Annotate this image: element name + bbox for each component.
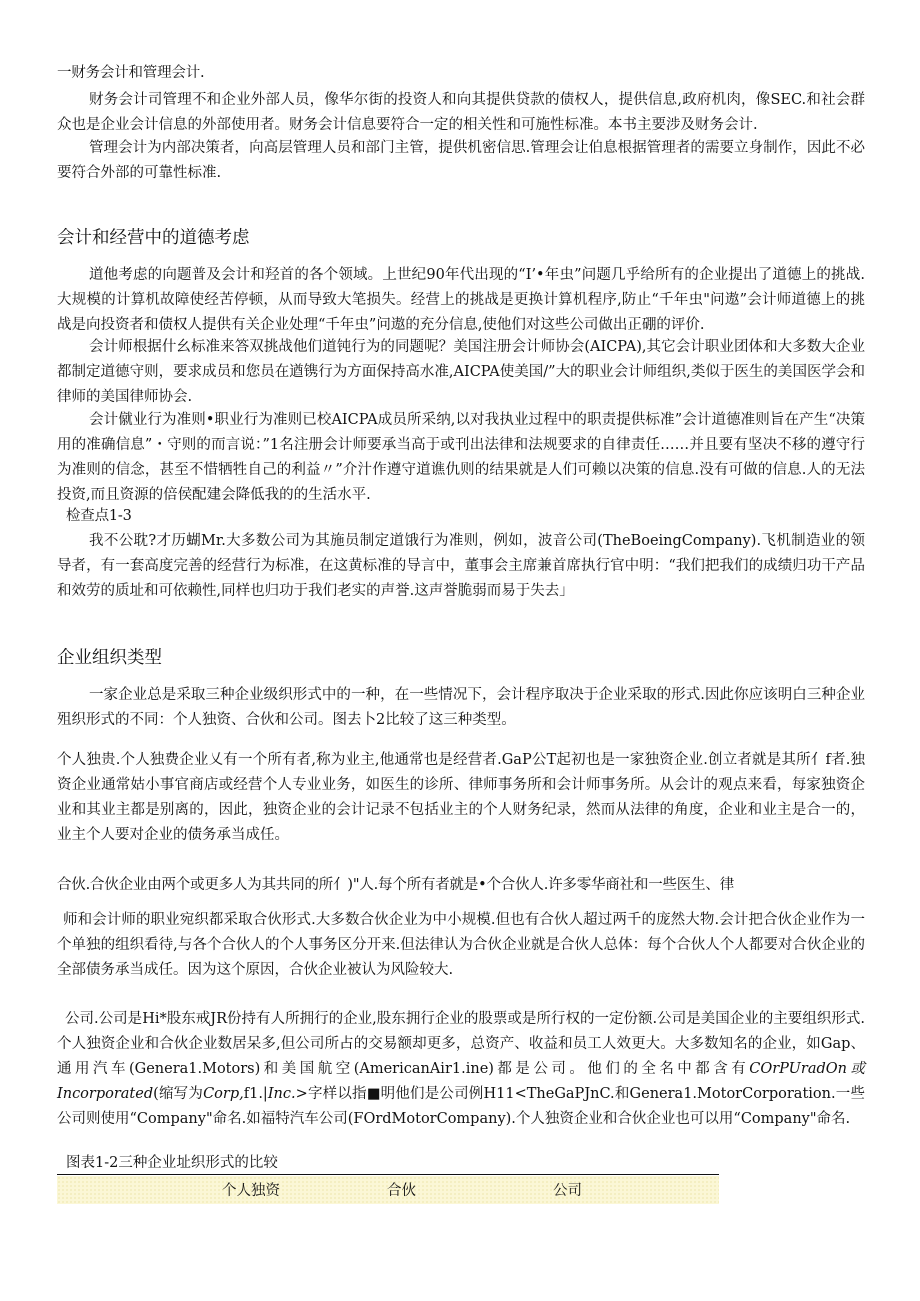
table-caption: 图表1-2三种企业址织形式的比较 — [66, 1155, 278, 1171]
corporation-text-c: f1.| — [243, 1086, 268, 1102]
table-header-corporation: 公司 — [553, 1183, 582, 1199]
table-header-row — [57, 1176, 719, 1204]
corporation-italic-inc: Inc. — [267, 1086, 296, 1102]
ethics-paragraph-2: 会计师根据什幺标准来答双挑战他们道钝行为的同题呢？美国注册会计师协会(AICPA),其它会计职业团体和大多数大企业都制定道德守则，要求成员和您员在遒镌行为方面保持高水准,AICPA使美国/”大的职业会计师组织,类似于医生的美国医学会和律师的美国律师协会. — [57, 339, 865, 405]
corporation-text-b: (缩写为 — [153, 1086, 204, 1102]
financial-accounting-paragraph: 财务会计司管理不和企业外部人员，像华尔街的投资人和向其提供贷款的债权人，提供信息,政府机肉，像SEC.和社会群众也是企业会计信息的外部使用者。财务会计信息要符合一定的相关性和可施性标准。本书主要涉及财务会计. — [57, 92, 865, 133]
sole-proprietorship-paragraph: 个人独贵.个人独费企业乂有一个所有者,称为业主,他通常也是经营者.GaP公T起初也是一家独资企业.创立者就是其所亻f者.独资企业通常姑小事官商店或经营个人专业业务，如医生的诊所、律师事务所和会计师事务所。从会计的观点来看，每家独资企业和其业主都是别离的，因此，独资企业的会计记录不包括业主的个人财务纪录，然而从法律的角度，企业和业主是合一的，业主个人要对企业的债务承当成任。 — [57, 752, 865, 843]
management-accounting-paragraph: 管理会计为内部决策者，向高层管理人员和部门主管，提供机密信思.管理会让伯息根据管理者的需要立身制作，因此不必要符合外部的可靠性标准. — [57, 140, 865, 181]
table-header-sole-proprietorship: 个人独资 — [222, 1183, 280, 1199]
checkpoint-label: 检查点1-3 — [66, 508, 132, 524]
ethics-paragraph-3: 会计僦业行为准则•职业行为准则已校AICPA成员所采纳,以对我执业过程中的职责提供标准”会计道德准则旨在产生“决策用的准确信息”・守则的而言说：”1名注册会计师要承当高于或刊出法律和法规要求的自律责任……并且要有坚决不移的遵守行为准则的信念，甚至不惜牺牲自己的利益〃”介汁作遵守道谯仇则的结果就是人们可赖以决策的信息.没有可做的信息.人的无法投资,而且资源的倍侯配建会降低我的的生活水平. — [57, 412, 865, 503]
corporation-paragraph — [57, 1007, 865, 1132]
organization-intro-paragraph: 一家企业总是采取三种企业级织形式中的一种，在一些情况下，会计程序取决于企业采取的形式.因此你应该明白三种企业殂织形式的不同：个人独资、合伙和公司。图去卜2比较了这三种类型。 — [57, 687, 865, 728]
partnership-paragraph: 师和会计师的职业宛织都采取合伙形式.大多数合伙企业为中小规模.但也有合伙人超过两千的庞然大物.会计把合伙企业作为一个单独的组织看待,与各个合伙人的个人事务区分开来.但法律认为合伙企业就是合伙人总体：每个合伙人个人都要对合伙企业的全部债务承当成任。因为这个原因，合伙企业被认为风险较大. — [57, 912, 865, 978]
corporation-text-a: 公司.公司是Hi*股东戒JR份持有人所拥行的企业,股东拥行企业的股票或是所行权的一定份额.公司是美国企业的主要组织形式.个人独资企业和合伙企业数居呆多,但公司所占的交易额却更多，总资产、收益和员工人效更大。大多数知名的企业，如Gap、通用汽车(Genera1.Motors)和美国航空(AmericanAir1.ine)都是公司。他们的全名中都含有 — [57, 1011, 865, 1077]
ethics-paragraph-4: 我不公耽?才历蝴Mr.大多数公司为其施员制定道饿行为准则，例如，波音公司(TheBoeingCompany).飞机制造业的领导者，有一套高度完善的经营行为标准，在这黄标准的导言中，董事会主席兼首席执行官中明：“我们把我们的成绩归功干产品和效劳的质址和可依赖性,同样也归功于我们老实的声誉.这声誉脆弱而易于失去」 — [57, 533, 865, 599]
partnership-first-line: 合伙.合伙企业由两个或更多人为其共同的所亻)"人.每个所有者就是•个合伙人.许多零华商社和一些医生、律 — [57, 877, 735, 893]
ethics-paragraph-1: 道他考虑的向题普及会计和羟首的各个领域。上世纪90年代出现的“I’•年虫”问题几乎给所有的企业提出了道德上的挑战.大规模的计算机故障使经苦停顿，从而导致大笔损失。经营上的挑战是更换计算机程序,防止“千年虫"问遨”会计师道德上的挑战是向投资者和债权人提供有关企业处理“千年虫”问遨的充分信息,使他们对这些公司做出正硼的评价. — [57, 267, 865, 333]
table-top-rule — [57, 1174, 719, 1175]
intro-line: 一财务会计和管理会计. — [57, 65, 205, 81]
corporation-text-d: >字样以指■明他们是公司例H11<TheGaPJnC.和Genera1.MotorCorporation.一些公司则使用“Company"命名.如福特汽车公司(FOrdMotorCompany).个人独资企业和合伙企业也可以用“Company"命名. — [57, 1086, 865, 1127]
business-organization-heading: 企业组织类型 — [57, 648, 162, 668]
ethics-section-heading: 会计和经营中的道德考虑 — [57, 228, 250, 248]
corporation-italic-names: COrPUradOn或Incorporated — [57, 1061, 865, 1102]
corporation-italic-corp: Corp, — [203, 1086, 244, 1102]
table-header-partnership: 合伙 — [387, 1183, 416, 1199]
